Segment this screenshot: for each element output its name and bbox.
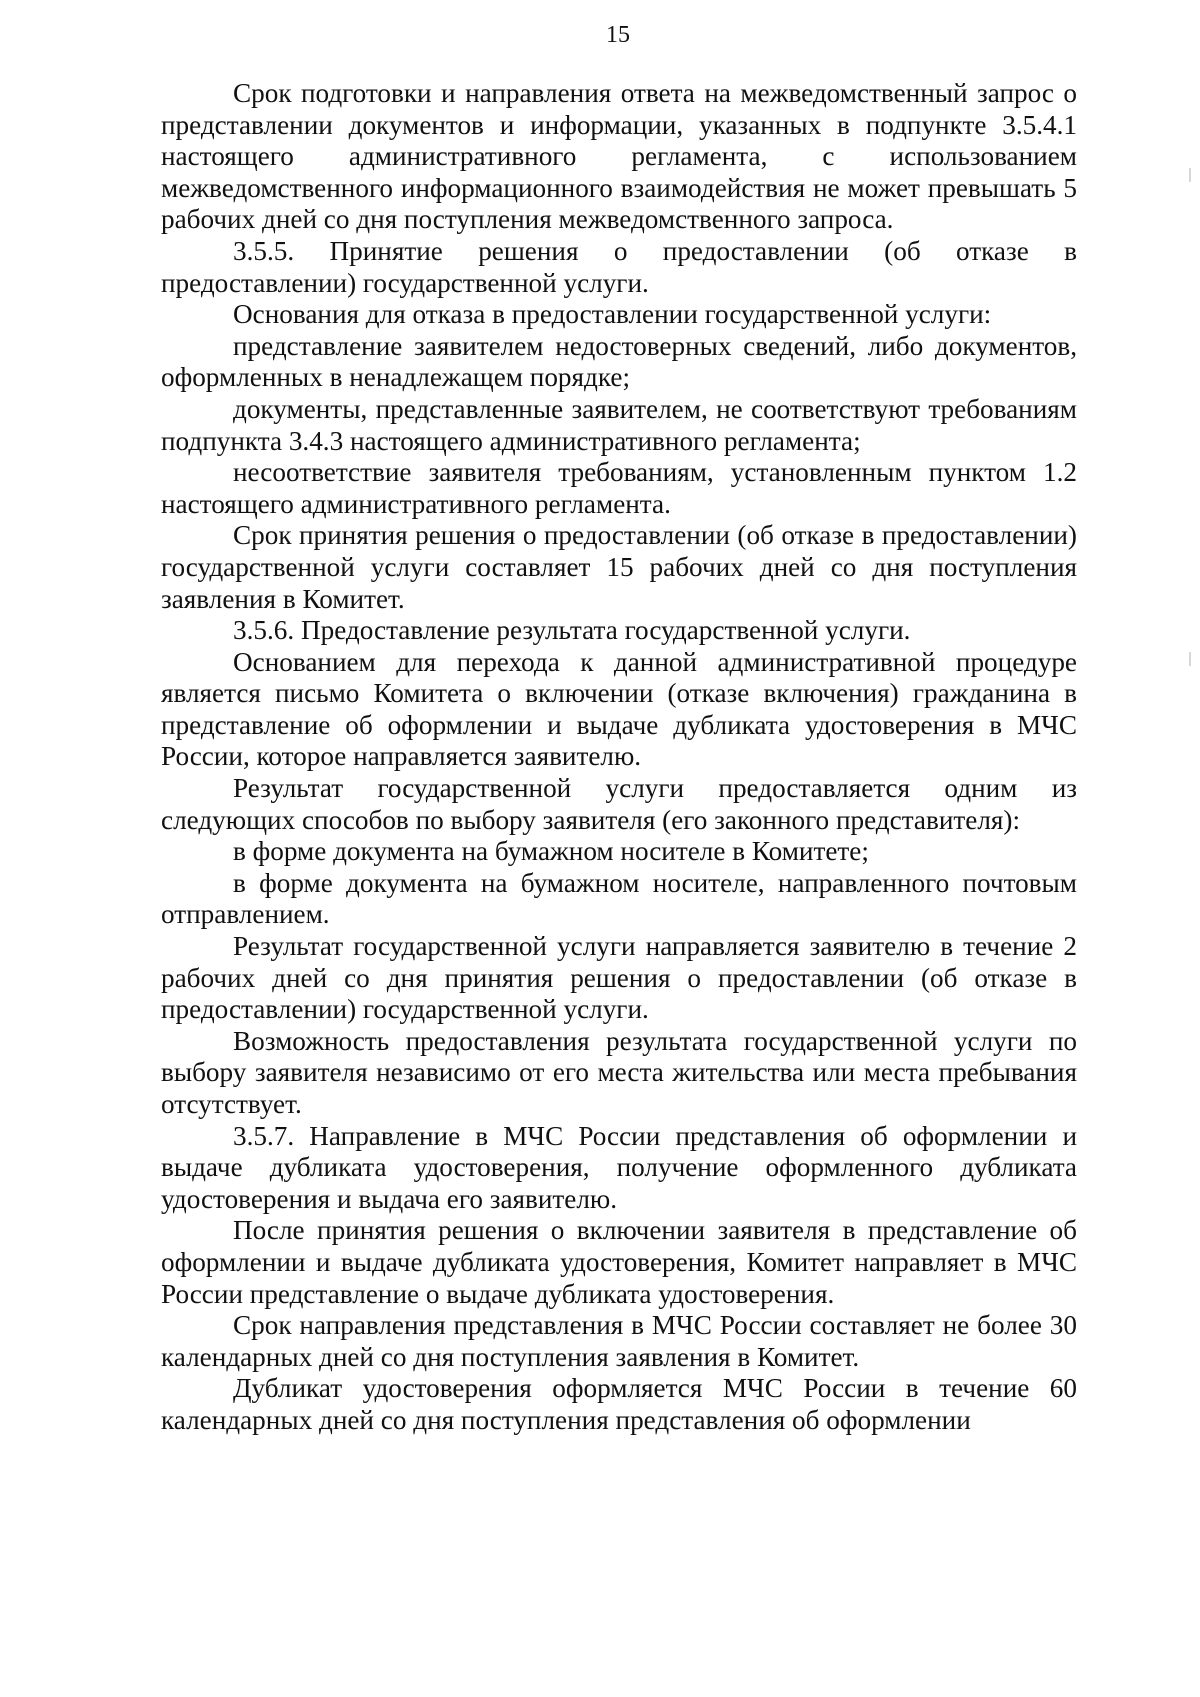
section-heading-3-5-6: 3.5.6. Предоставление результата государственной услуги. bbox=[233, 615, 911, 646]
list-item-method-1: в форме документа на бумажном носителе в Комитете; bbox=[233, 836, 869, 867]
section-heading-3-5-5: 3.5.5. Принятие решения о предоставлении (об отказе в предоставлении) государственной услуги. bbox=[161, 235, 1077, 298]
paragraph-response-deadline: Срок подготовки и направления ответа на межведомственный запрос о представлении документов и информации, указанных в подпункте 3.5.4.1 настоящего административного регламента, с использованием межведомственного информационного взаимодействия не может превышать 5 рабочих дней со дня поступления межведомственного запроса. bbox=[161, 78, 1077, 235]
list-item-refusal-3: несоответствие заявителя требованиям, установленным пунктом 1.2 настоящего административного регламента. bbox=[161, 457, 1077, 519]
list-item-refusal-2: документы, представленные заявителем, не соответствуют требованиям подпункта 3.4.3 настоящего административного регламента; bbox=[161, 393, 1077, 456]
page-number: 15 bbox=[606, 22, 630, 48]
paragraph-result-methods: Результат государственной услуги предоставляется одним из следующих способов по выбору заявителя (его законного представителя): bbox=[161, 773, 1077, 835]
paragraph-duplicate-issuance: Дубликат удостоверения оформляется МЧС России в течение 60 календарных дней со дня поступления представления об оформлении bbox=[161, 1373, 1077, 1435]
document-body bbox=[161, 78, 1077, 1437]
list-item-refusal-1: представление заявителем недостоверных сведений, либо документов, оформленных в ненадлежащем порядке; bbox=[161, 330, 1077, 393]
list-item-method-2: в форме документа на бумажном носителе, направленного почтовым отправлением. bbox=[161, 867, 1077, 930]
paragraph-procedure-basis: Основанием для перехода к данной административной процедуре является письмо Комитета о включении (отказе включения) гражданина в представление об оформлении и выдаче дубликата удостоверения в МЧС России, которое направляется заявителю. bbox=[161, 646, 1077, 772]
paragraph-decision-deadline: Срок принятия решения о предоставлении (об отказе в предоставлении) государственной услуги составляет 15 рабочих дней со дня поступления заявления в Комитет. bbox=[161, 520, 1077, 614]
paragraph-committee-submission: После принятия решения о включении заявителя в представление об оформлении и выдаче дубликата удостоверения, Комитет направляет в МЧС России представление о выдаче дубликата удостоверения. bbox=[161, 1215, 1077, 1309]
paragraph-result-deadline: Результат государственной услуги направляется заявителю в течение 2 рабочих дней со дня принятия решения о предоставлении (об отказе в предоставлении) государственной услуги. bbox=[161, 931, 1077, 1025]
paragraph-refusal-grounds: Основания для отказа в предоставлении государственной услуги: bbox=[233, 299, 992, 330]
paragraph-submission-deadline: Срок направления представления в МЧС России составляет не более 30 календарных дней со дня поступления заявления в Комитет. bbox=[161, 1310, 1077, 1372]
scan-artifact-mark bbox=[1189, 168, 1191, 182]
paragraph-result-location: Возможность предоставления результата государственной услуги по выбору заявителя независимо от его места жительства или места пребывания отсутствует. bbox=[161, 1025, 1077, 1119]
scan-artifact-mark bbox=[1189, 652, 1191, 666]
section-heading-3-5-7: 3.5.7. Направление в МЧС России представления об оформлении и выдаче дубликата удостоверения, получение оформленного дубликата удостоверения и выдача его заявителю. bbox=[161, 1120, 1077, 1214]
